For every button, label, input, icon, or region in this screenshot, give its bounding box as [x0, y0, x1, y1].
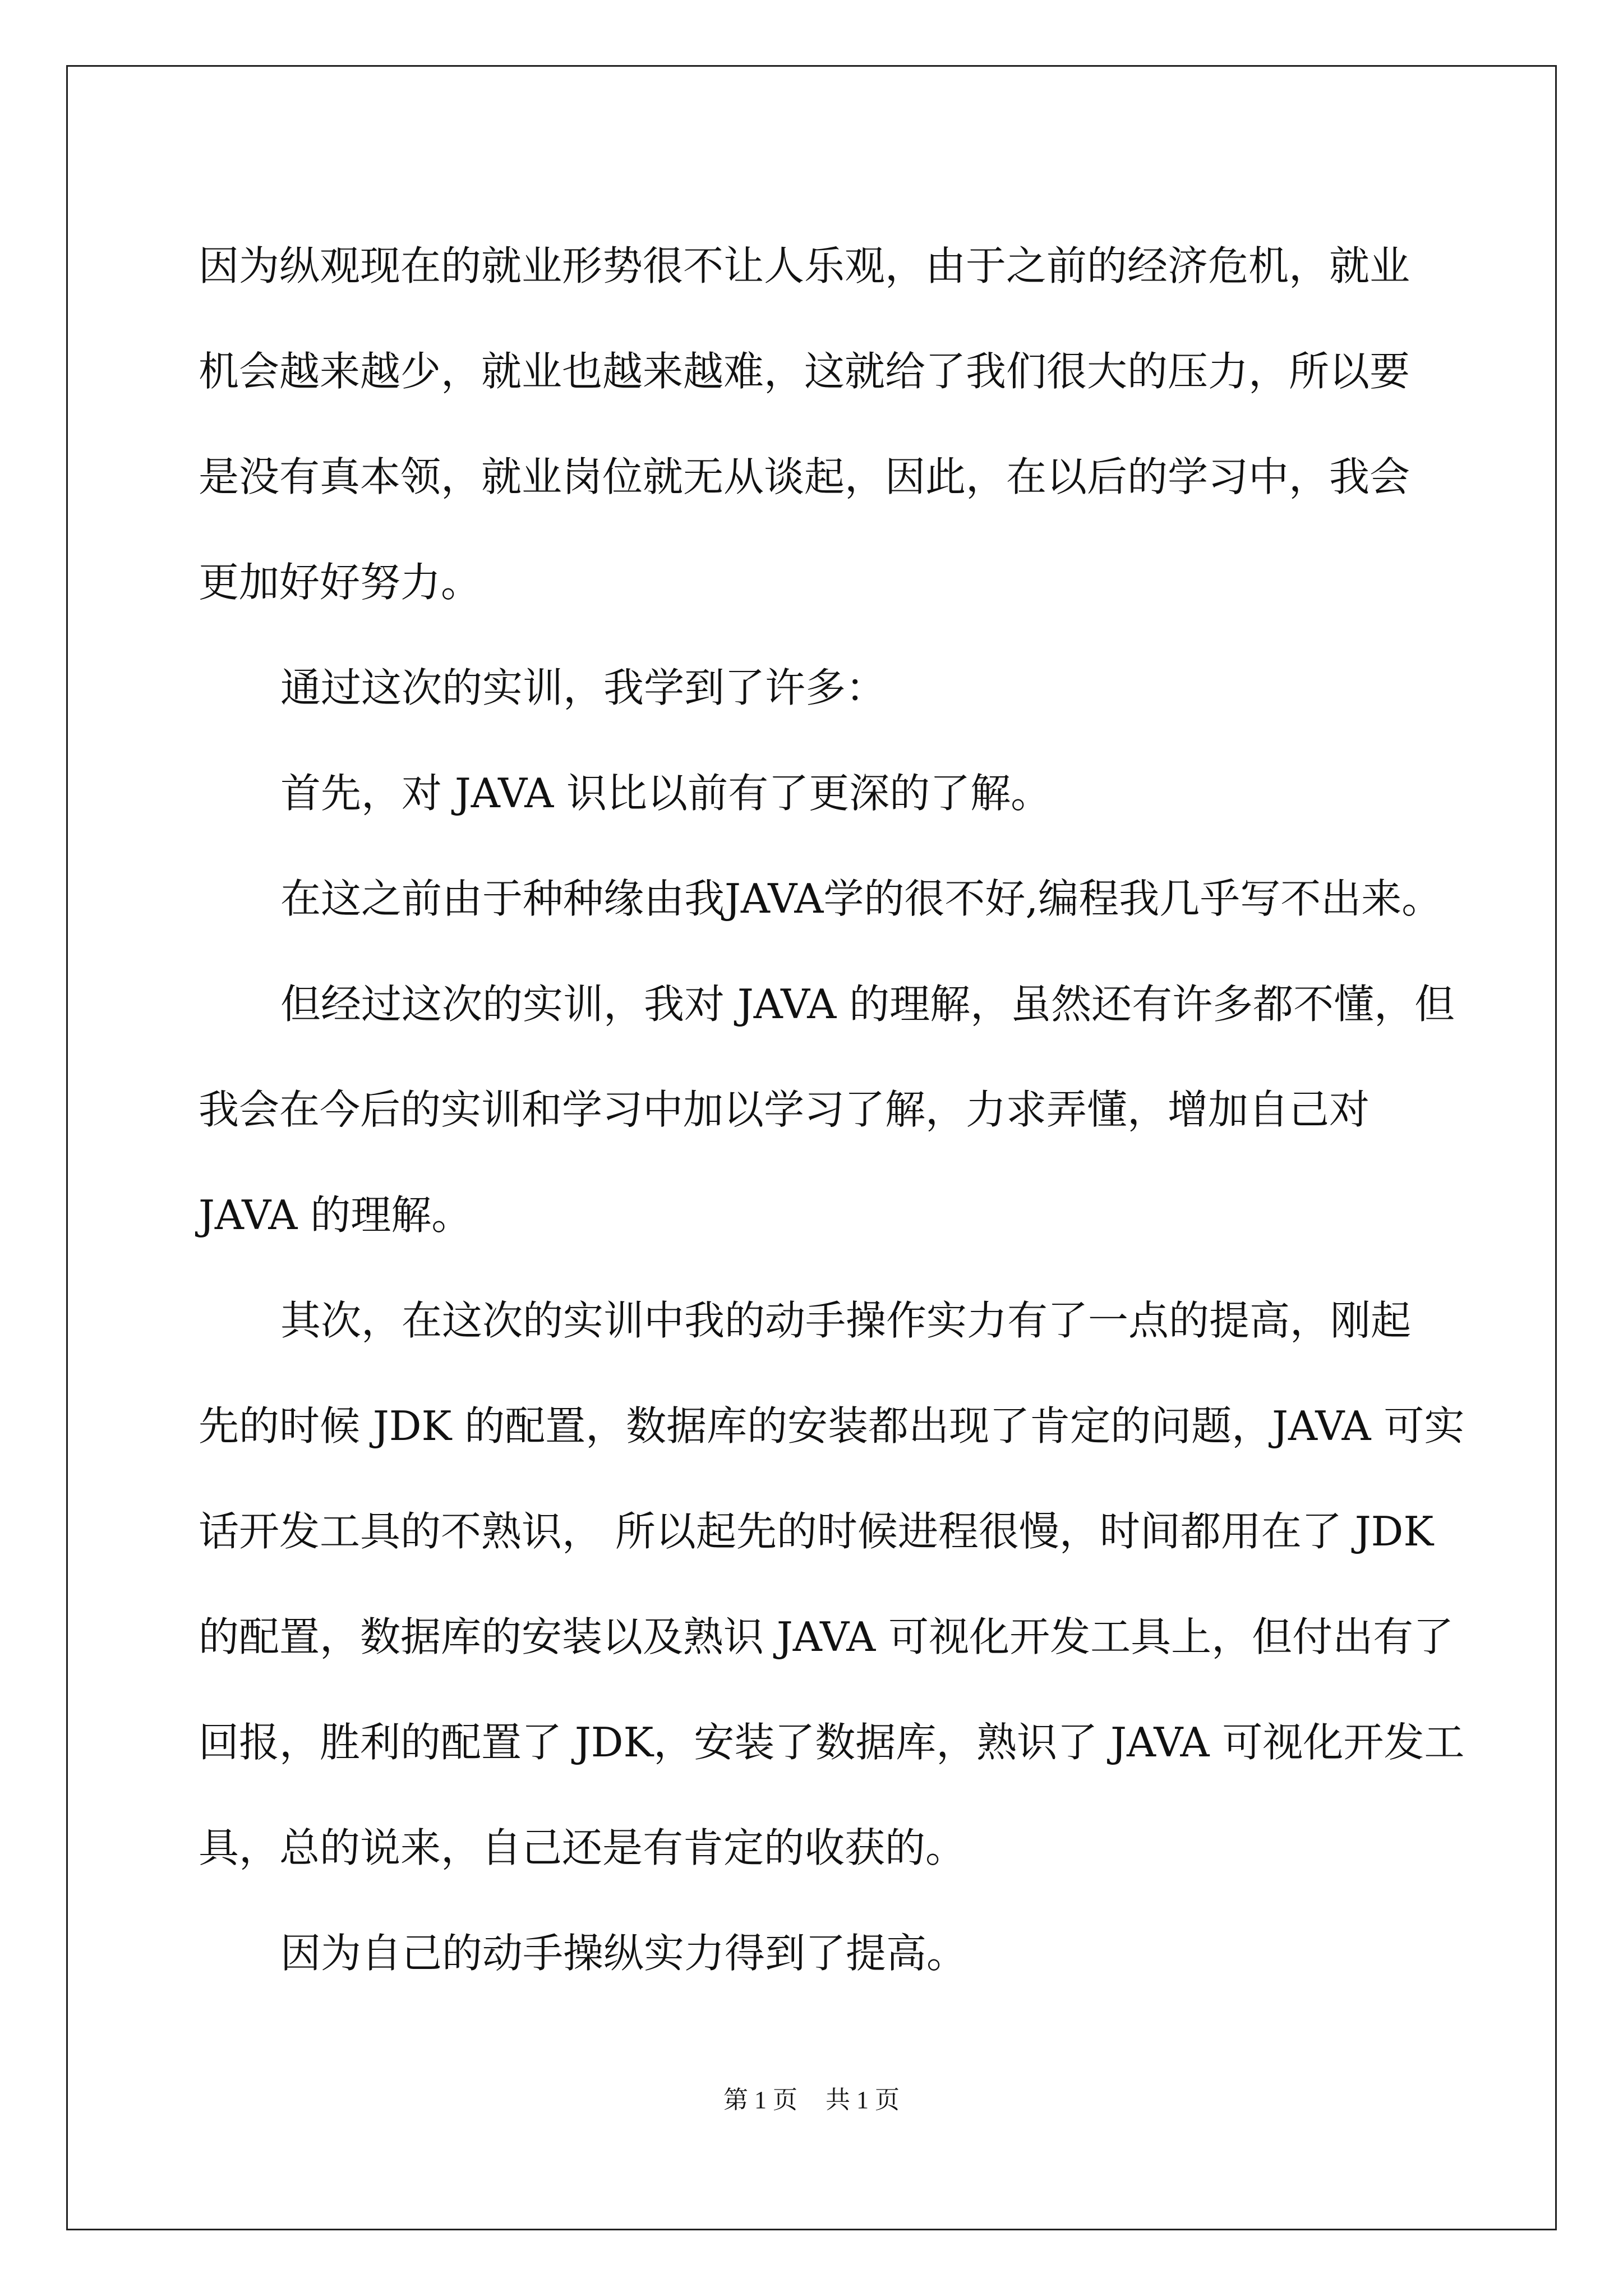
- body-line: 我会在今后的实训和学习中加以学习了解，力求弄懂，增加自己对: [199, 1086, 1370, 1133]
- body-line: JAVA 的理解。: [199, 1191, 472, 1239]
- body-line: 其次，在这次的实训中我的动手操作实力有了一点的提高，刚起: [280, 1297, 1412, 1344]
- body-line: 通过这次的实训，我学到了许多：: [280, 664, 887, 711]
- body-line: 回报，胜利的配置了 JDK，安装了数据库，熟识了 JAVA 可视化开发工: [199, 1719, 1465, 1766]
- body-line: 但经过这次的实训，我对 JAVA 的理解，虽然还有许多都不懂，但: [280, 981, 1455, 1028]
- page-number-current: 第 1 页: [723, 2086, 797, 2114]
- body-line: 话开发工具的不熟识， 所以起先的时候进程很慢，时间都用在了 JDK: [199, 1508, 1434, 1555]
- body-line: 更加好好努力。: [199, 559, 482, 606]
- body-line: 先的时候 JDK 的配置，数据库的安装都出现了肯定的问题，JAVA 可实: [199, 1402, 1465, 1450]
- page-footer: [0, 2083, 1623, 2117]
- body-line: 的配置，数据库的安装以及熟识 JAVA 可视化开发工具上，但付出有了: [199, 1613, 1454, 1660]
- body-line: 在这之前由于种种缘由我JAVA学的很不好,编程我几乎写不出来。: [280, 875, 1442, 922]
- body-line: 是没有真本领，就业岗位就无从谈起，因此，在以后的学习中，我会: [199, 453, 1410, 500]
- body-line: 机会越来越少，就业也越来越难，这就给了我们很大的压力，所以要: [199, 348, 1410, 395]
- body-line: 具，总的说来，自己还是有肯定的收获的。: [199, 1824, 966, 1871]
- document-body: [199, 213, 1465, 2006]
- page-number-total: 共 1 页: [826, 2086, 900, 2114]
- body-line: 首先，对 JAVA 识比以前有了更深的了解。: [280, 770, 1052, 817]
- body-line: 因为自己的动手操纵实力得到了提高。: [280, 1930, 967, 1977]
- body-line: 因为纵观现在的就业形势很不让人乐观，由于之前的经济危机，就业: [199, 242, 1410, 289]
